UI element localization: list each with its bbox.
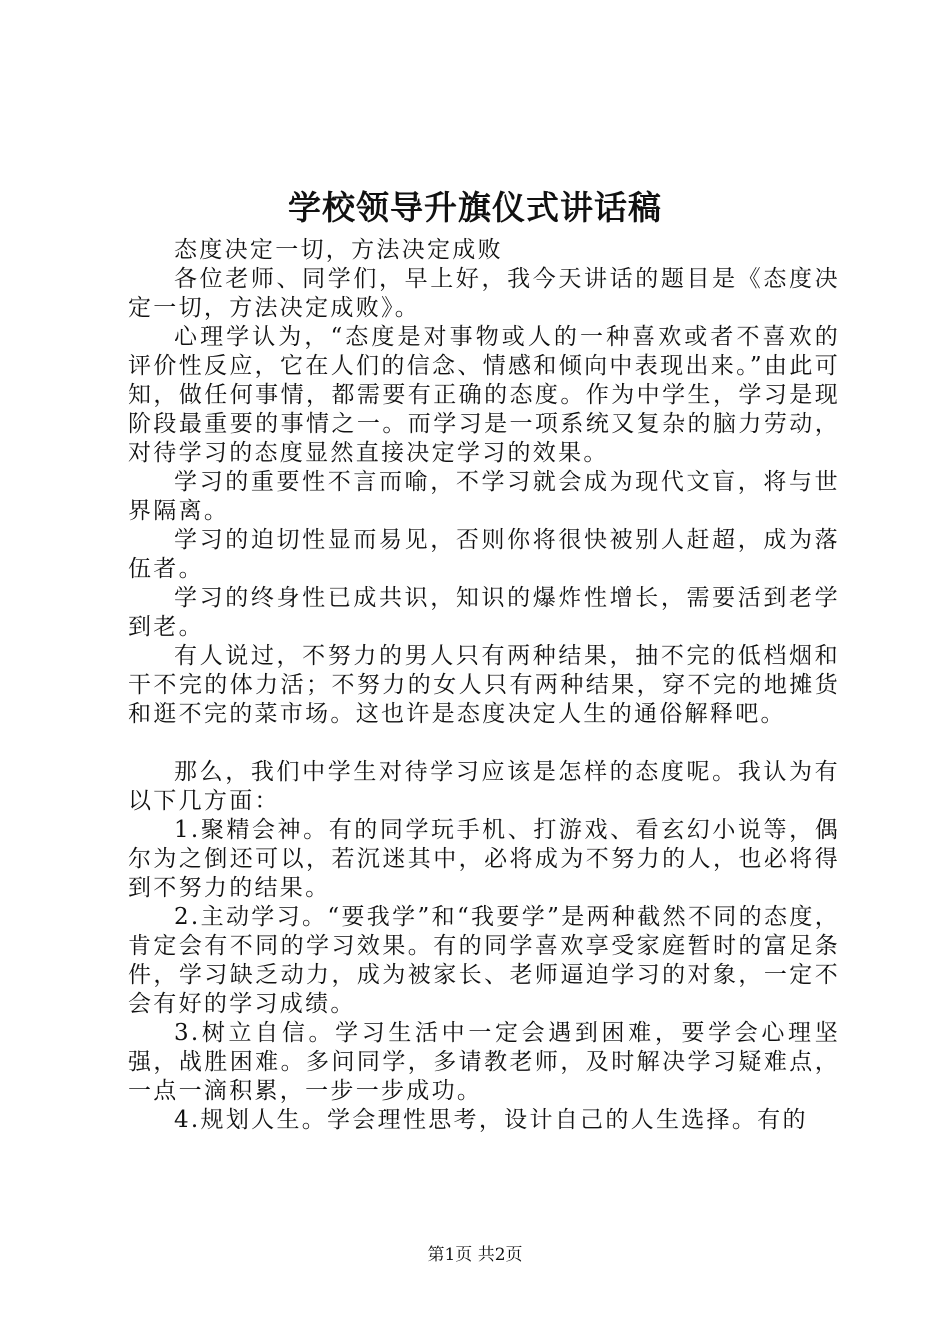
paragraph-urgency: 学习的迫切性显而易见，否则你将很快被别人赶超，成为落伍者。 (128, 527, 840, 582)
paragraph-importance: 学习的重要性不言而喻，不学习就会成为现代文盲，将与世界隔离。 (128, 469, 840, 524)
paragraph-point-3: 3.树立自信。学习生活中一定会遇到困难，要学会心理坚强，战胜困难。多问同学，多请教老师，及时解决学习疑难点，一点一滴积累，一步一步成功。 (128, 1020, 840, 1104)
paragraph-point-1: 1.聚精会神。有的同学玩手机、打游戏、看玄幻小说等，偶尔为之倒还可以，若沉迷其中，必将成为不努力的人，也必将得到不努力的结果。 (128, 817, 840, 901)
page-number-footer: 第1页 共2页 (427, 1245, 523, 1265)
paragraph-greeting: 各位老师、同学们，早上好，我今天讲话的题目是《态度决定一切，方法决定成败》。 (128, 266, 840, 321)
paragraph-saying: 有人说过，不努力的男人只有两种结果，抽不完的低档烟和干不完的体力活；不努力的女人只有两种结果，穿不完的地摊货和逛不完的菜市场。这也许是态度决定人生的通俗解释吧。 (128, 643, 840, 727)
paragraph-attitude-question: 那么，我们中学生对待学习应该是怎样的态度呢。我认为有以下几方面： (128, 759, 840, 814)
document-title: 学校领导升旗仪式讲话稿 (288, 188, 662, 227)
document-body (128, 236, 840, 1135)
paragraph-subtitle: 态度决定一切，方法决定成败 (174, 237, 503, 263)
paragraph-lifelong: 学习的终身性已成共识，知识的爆炸性增长，需要活到老学到老。 (128, 585, 840, 640)
paragraph-point-4: 4.规划人生。学会理性思考，设计自己的人生选择。有的 (174, 1107, 808, 1133)
paragraph-psychology: 心理学认为，“态度是对事物或人的一种喜欢或者不喜欢的评价性反应，它在人们的信念、情感和倾向中表现出来。”由此可知，做任何事情，都需要有正确的态度。作为中学生，学习是现阶段最重要的事情之一。而学习是一项系统又复杂的脑力劳动，对待学习的态度显然直接决定学习的效果。 (128, 324, 840, 466)
paragraph-point-2: 2.主动学习。“要我学”和“我要学”是两种截然不同的态度，肯定会有不同的学习效果。有的同学喜欢享受家庭暂时的富足条件，学习缺乏动力，成为被家长、老师逼迫学习的对象，一定不会有好的学习成绩。 (128, 904, 840, 1017)
